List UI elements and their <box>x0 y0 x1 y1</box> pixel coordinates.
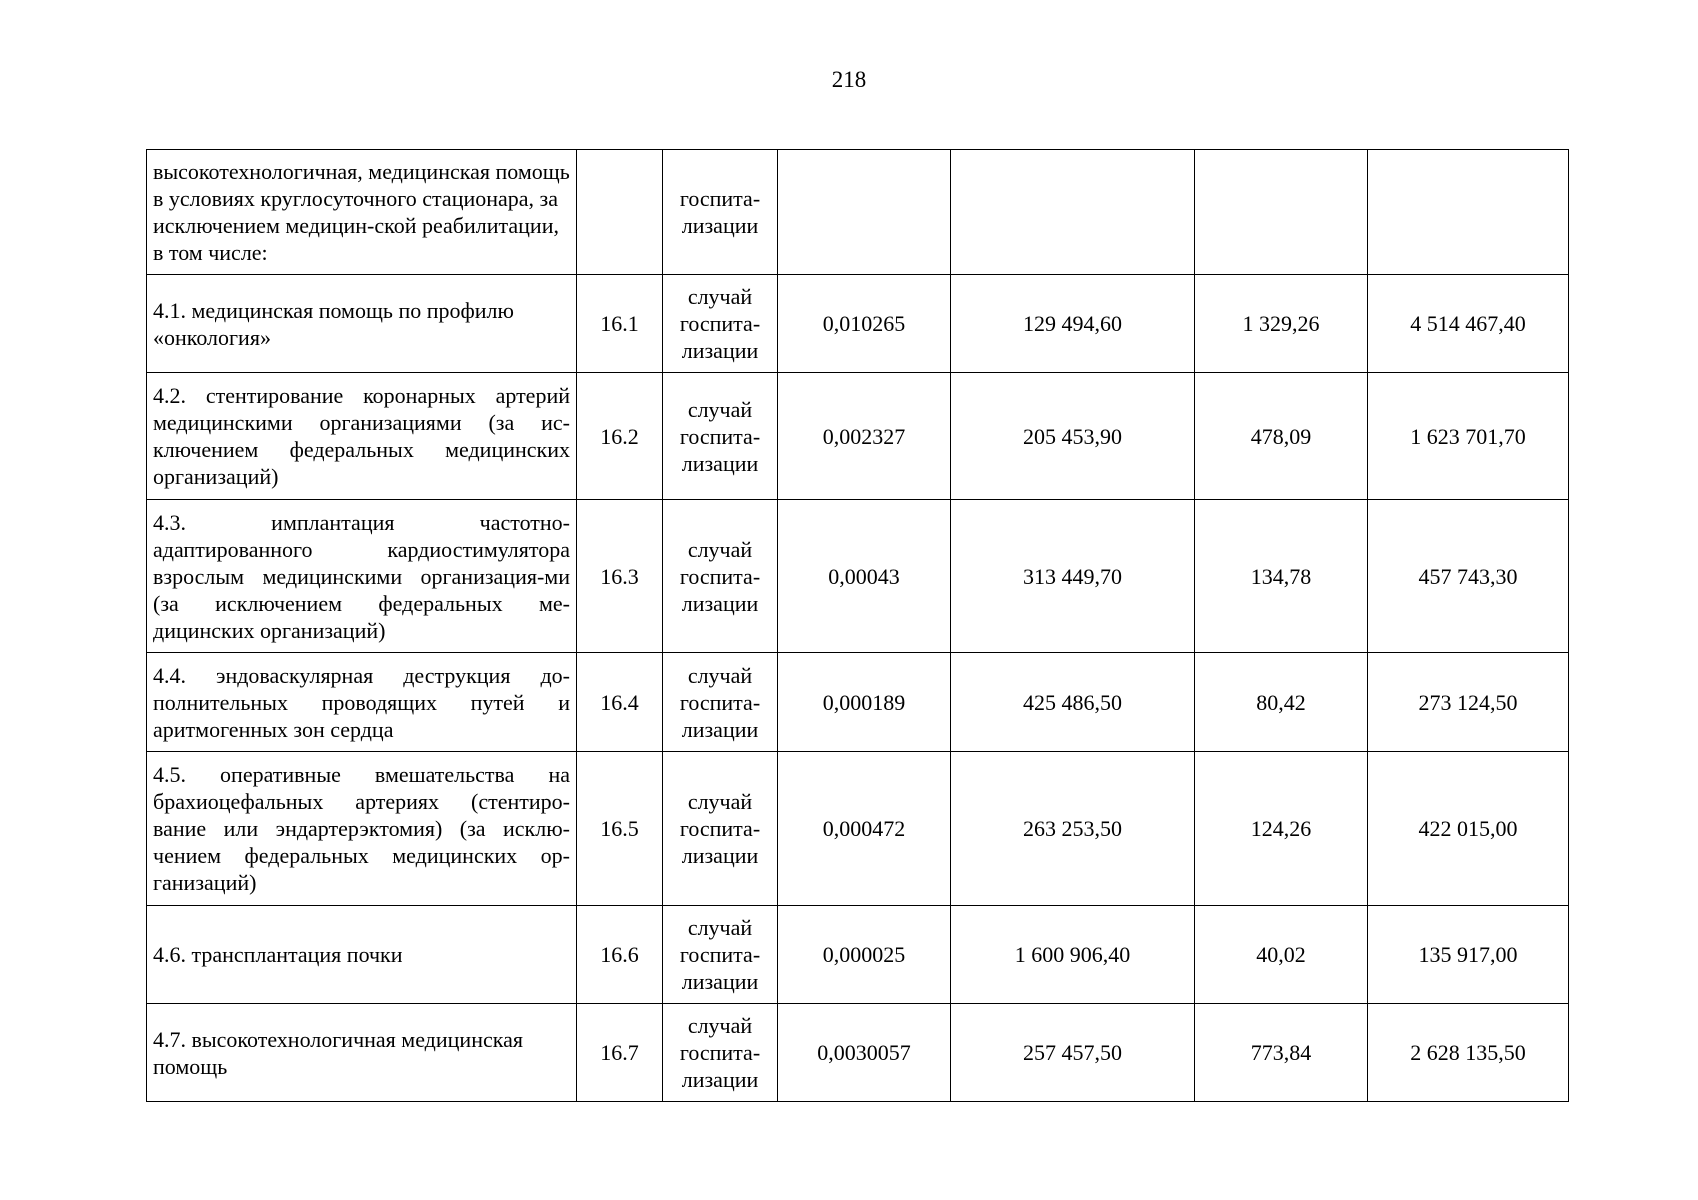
row-cost: 263 253,50 <box>951 752 1195 906</box>
row-name: 4.2. стентирование коронарных артерий медицинскими организациями (за ис-ключением федеральных медицинских организаций) <box>147 373 577 500</box>
row-code: 16.2 <box>577 373 663 500</box>
row-unit <box>663 150 778 275</box>
row-name: 4.5. оперативные вмешательства на брахиоцефальных артериях (стентиро-вание или эндартерэктомия) (за исклю-чением федеральных медицинских ор-ганизаций) <box>147 752 577 906</box>
row-cost: 1 600 906,40 <box>951 906 1195 1004</box>
row-total: 1 623 701,70 <box>1368 373 1569 500</box>
row-per-capita: 1 329,26 <box>1195 275 1368 373</box>
row-unit-text: случай госпита-лизации <box>679 396 761 476</box>
row-code: 16.5 <box>577 752 663 906</box>
row-unit <box>663 752 778 906</box>
row-cost: 257 457,50 <box>951 1004 1195 1102</box>
row-code: 16.1 <box>577 275 663 373</box>
row-per-capita: 773,84 <box>1195 1004 1368 1102</box>
row-code: 16.7 <box>577 1004 663 1102</box>
row-unit <box>663 500 778 653</box>
row-name: 4.3. имплантация частотно-адаптированного кардиостимулятора взрослым медицинскими организация-ми (за исключением федеральных ме-дицинских организаций) <box>147 500 577 653</box>
row-per-capita <box>1195 150 1368 275</box>
table-row <box>147 150 1569 275</box>
row-norm: 0,000472 <box>778 752 951 906</box>
row-code: 16.6 <box>577 906 663 1004</box>
row-unit-text: случай госпита-лизации <box>679 789 761 868</box>
row-unit <box>663 906 778 1004</box>
table-row <box>147 500 1569 653</box>
row-cost: 313 449,70 <box>951 500 1195 653</box>
table-row <box>147 1004 1569 1102</box>
table-row <box>147 906 1569 1004</box>
row-total: 4 514 467,40 <box>1368 275 1569 373</box>
row-code: 16.4 <box>577 653 663 752</box>
row-unit-text: случай госпита-лизации <box>679 915 761 994</box>
row-unit-text: случай госпита-лизации <box>679 284 761 363</box>
row-name: 4.4. эндоваскулярная деструкция до-полнительных проводящих путей и аритмогенных зон сердца <box>147 653 577 752</box>
row-unit-text: случай госпита-лизации <box>679 536 761 616</box>
row-per-capita: 40,02 <box>1195 906 1368 1004</box>
row-total: 135 917,00 <box>1368 906 1569 1004</box>
row-code: 16.3 <box>577 500 663 653</box>
row-unit-text: случай госпита-лизации <box>679 1013 761 1092</box>
table-row <box>147 275 1569 373</box>
row-name: высокотехнологичная, медицинская помощь в условиях круглосуточного стационара, за исключением медицин-ской реабилитации, в том числе: <box>147 150 577 275</box>
row-total: 273 124,50 <box>1368 653 1569 752</box>
row-total: 2 628 135,50 <box>1368 1004 1569 1102</box>
row-norm: 0,000189 <box>778 653 951 752</box>
table-row <box>147 752 1569 906</box>
row-name: 4.7. высокотехнологичная медицинская помощь <box>147 1004 577 1102</box>
row-norm: 0,010265 <box>778 275 951 373</box>
data-table <box>146 149 1569 1102</box>
row-per-capita: 134,78 <box>1195 500 1368 653</box>
row-unit <box>663 275 778 373</box>
row-name: 4.6. трансплантация почки <box>147 906 577 1004</box>
row-cost <box>951 150 1195 275</box>
row-cost: 129 494,60 <box>951 275 1195 373</box>
row-unit <box>663 373 778 500</box>
row-norm: 0,0030057 <box>778 1004 951 1102</box>
row-total: 422 015,00 <box>1368 752 1569 906</box>
row-per-capita: 124,26 <box>1195 752 1368 906</box>
row-total <box>1368 150 1569 275</box>
row-unit <box>663 653 778 752</box>
row-norm: 0,000025 <box>778 906 951 1004</box>
row-total: 457 743,30 <box>1368 500 1569 653</box>
row-code <box>577 150 663 275</box>
row-unit <box>663 1004 778 1102</box>
row-unit-text: случай госпита-лизации <box>679 662 761 742</box>
page-number: 218 <box>831 67 867 92</box>
row-cost: 205 453,90 <box>951 373 1195 500</box>
row-per-capita: 478,09 <box>1195 373 1368 500</box>
table-row <box>147 653 1569 752</box>
row-cost: 425 486,50 <box>951 653 1195 752</box>
row-norm <box>778 150 951 275</box>
row-norm: 0,002327 <box>778 373 951 500</box>
row-per-capita: 80,42 <box>1195 653 1368 752</box>
row-norm: 0,00043 <box>778 500 951 653</box>
row-unit-text: госпита-лизации <box>679 186 761 238</box>
row-name: 4.1. медицинская помощь по профилю «онкология» <box>147 275 577 373</box>
table-row <box>147 373 1569 500</box>
